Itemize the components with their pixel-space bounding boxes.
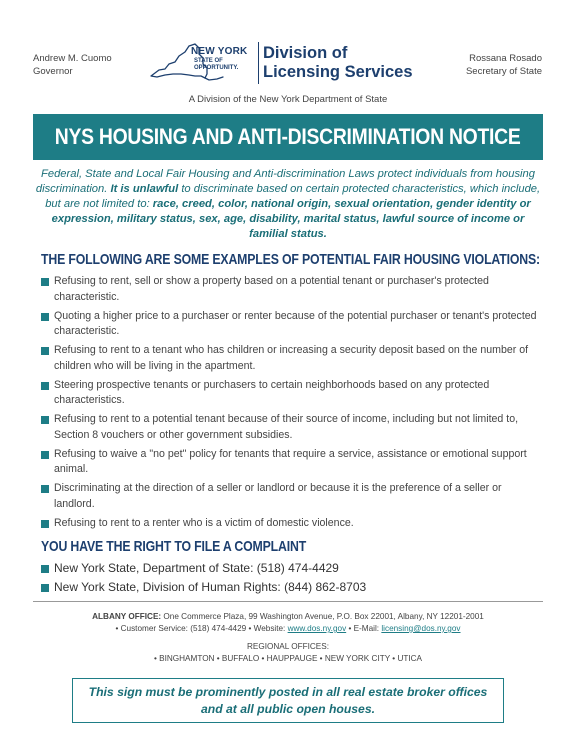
violation-text: Quoting a higher price to a purchaser or renter because of the potential purchaser or tenant's protected characteristic. bbox=[54, 309, 537, 337]
violation-text: Steering prospective tenants or purchasers to certain neighborhoods based on any protected characteristics. bbox=[54, 378, 490, 406]
governor-name: Andrew M. Cuomo bbox=[33, 53, 112, 64]
complaint-heading: YOU HAVE THE RIGHT TO FILE A COMPLAINT bbox=[41, 538, 307, 555]
complaint-contact: New York State, Department of State: (518) 474-4429 bbox=[54, 561, 339, 575]
intro-text-1: Federal, State and Local Fair Housing and Anti-discrimination Laws protect individuals from housing discrimination. bbox=[35, 168, 535, 195]
square-bullet-icon bbox=[41, 313, 49, 321]
letterhead bbox=[0, 0, 576, 110]
list-item bbox=[41, 343, 541, 374]
violations-list bbox=[41, 274, 541, 535]
list-item bbox=[41, 579, 541, 596]
regional-offices bbox=[0, 641, 576, 665]
square-bullet-icon bbox=[41, 416, 49, 424]
notice-banner bbox=[33, 114, 543, 160]
square-bullet-icon bbox=[41, 520, 49, 528]
list-item bbox=[41, 481, 541, 512]
albany-office-info bbox=[0, 611, 576, 635]
violation-text: Refusing to rent, sell or show a property based on a potential tenant or purchaser's protected characteristic. bbox=[54, 275, 489, 303]
posting-line2: and at all public open houses. bbox=[200, 701, 376, 716]
square-bullet-icon bbox=[41, 347, 49, 355]
logo-state-line1: STATE OF bbox=[194, 58, 223, 64]
albany-office-address: One Commerce Plaza, 99 Washington Avenue, P.O. Box 22001, Albany, NY 12201-2001 bbox=[161, 612, 484, 621]
violation-text: Refusing to rent to a renter who is a victim of domestic violence. bbox=[54, 516, 354, 529]
list-item bbox=[41, 560, 541, 577]
complaint-list bbox=[41, 560, 541, 598]
governor-title: Governor bbox=[33, 66, 73, 77]
footer-divider bbox=[33, 601, 543, 602]
complaint-contact: New York State, Division of Human Rights: (844) 862-8703 bbox=[54, 580, 367, 594]
notice-title: NYS HOUSING AND ANTI-DISCRIMINATION NOTICE bbox=[55, 124, 521, 149]
email-label: • E-Mail: bbox=[346, 624, 382, 633]
customer-service: • Customer Service: (518) 474-4429 • Website: bbox=[115, 624, 288, 633]
nys-dls-logo bbox=[145, 40, 415, 90]
list-item bbox=[41, 516, 541, 532]
intro-paragraph bbox=[33, 167, 543, 242]
logo-division-name bbox=[263, 44, 413, 82]
square-bullet-icon bbox=[41, 485, 49, 493]
violation-text: Refusing to waive a "no pet" policy for tenants that require a service, assistance or emotional support animal. bbox=[54, 447, 527, 475]
regional-offices-label: REGIONAL OFFICES: bbox=[246, 642, 330, 651]
list-item bbox=[41, 412, 541, 443]
department-subtitle: A Division of the New York Department of State bbox=[188, 94, 388, 105]
square-bullet-icon bbox=[41, 451, 49, 459]
albany-office-label: ALBANY OFFICE: bbox=[92, 612, 162, 621]
logo-divider bbox=[258, 42, 259, 84]
governor-block bbox=[33, 52, 112, 78]
square-bullet-icon bbox=[41, 565, 49, 573]
intro-unlawful: It is unlawful bbox=[110, 183, 179, 195]
email-link[interactable]: licensing@dos.ny.gov bbox=[381, 624, 461, 633]
list-item bbox=[41, 309, 541, 340]
logo-division-line2: Licensing Services bbox=[263, 63, 413, 81]
logo-new-york-text: NEW YORK bbox=[191, 46, 248, 57]
logo-state-line2: OPPORTUNITY. bbox=[194, 65, 239, 71]
secretary-block bbox=[466, 52, 542, 78]
list-item bbox=[41, 274, 541, 305]
violation-text: Refusing to rent to a potential tenant because of their source of income, including but not limited to, Section 8 vouchers or other government subsidies. bbox=[54, 413, 519, 441]
regional-offices-list: • BINGHAMTON • BUFFALO • HAUPPAUGE • NEW YORK CITY • UTICA bbox=[153, 654, 423, 663]
square-bullet-icon bbox=[41, 278, 49, 286]
violations-heading: THE FOLLOWING ARE SOME EXAMPLES OF POTENTIAL FAIR HOUSING VIOLATIONS: bbox=[41, 251, 540, 268]
intro-text-2: to discriminate based on certain protected characteristics, which include, but are not limited to: bbox=[45, 183, 541, 210]
posting-requirement-text bbox=[89, 684, 488, 718]
violation-text: Refusing to rent to a tenant who has children or increasing a security deposit based on the number of children who will be living in the apartment. bbox=[54, 344, 529, 372]
posting-requirement-box bbox=[72, 678, 504, 723]
list-item bbox=[41, 378, 541, 409]
logo-state-of-opportunity bbox=[194, 58, 238, 72]
square-bullet-icon bbox=[41, 584, 49, 592]
intro-protected-characteristics: race, creed, color, national origin, sexual orientation, gender identity or expression, military status, sex, age, disability, marital status, lawful source of income or familial status. bbox=[51, 198, 531, 240]
violation-text: Discriminating at the direction of a seller or landlord or because it is the preference of a seller or landlord. bbox=[54, 482, 502, 510]
square-bullet-icon bbox=[41, 382, 49, 390]
list-item bbox=[41, 447, 541, 478]
secretary-name: Rossana Rosado bbox=[469, 53, 542, 64]
website-link[interactable]: www.dos.ny.gov bbox=[287, 624, 347, 633]
secretary-title: Secretary of State bbox=[465, 66, 542, 77]
logo-division-line1: Division of bbox=[263, 44, 348, 62]
posting-line1: This sign must be prominently posted in all real estate broker offices bbox=[88, 684, 488, 699]
